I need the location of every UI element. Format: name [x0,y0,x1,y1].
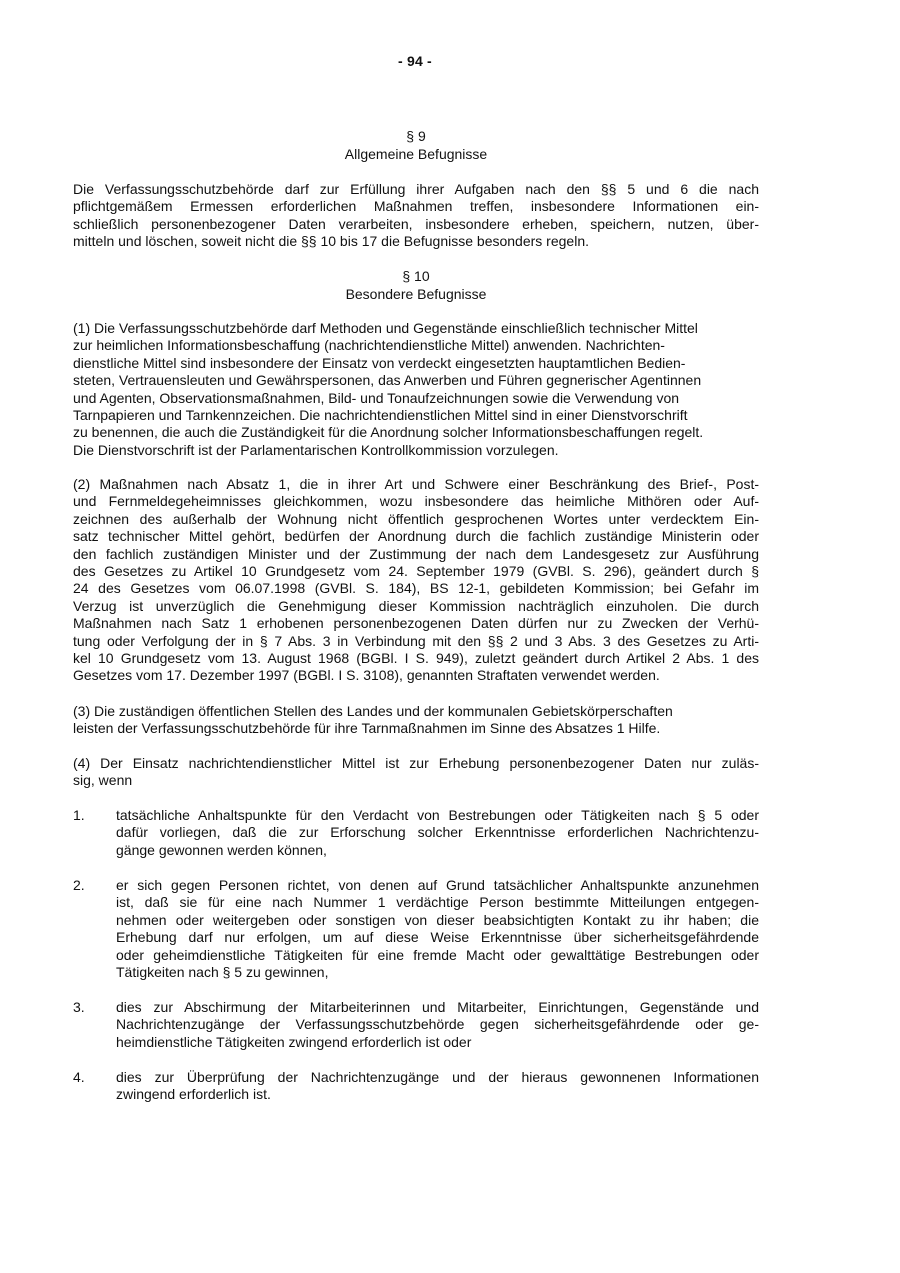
text-line: Erhebung darf nur erfolgen, um auf diese Weise Erkenntnisse über sicherheitsgefährdende [116,929,759,946]
text-line: kel 10 Grundgesetz vom 13. August 1968 (BGBl. I S. 949), zuletzt geändert durch Artikel 2 Abs. 1 des [73,649,759,666]
text-line: oder geheimdienstliche Tätigkeiten für eine fremde Macht oder gewalttätige Bestrebungen oder [116,946,759,963]
text-line: dafür vorliegen, daß die zur Erforschung solcher Erkenntnisse erforderlichen Nachrichtenzu- [116,824,759,841]
text-line: tung oder Verfolgung der in § 7 Abs. 3 in Verbindung mit den §§ 2 und 3 Abs. 3 des Gesetzes zu Arti- [73,632,759,649]
text-line: 24 des Gesetzes vom 06.07.1998 (GVBl. S. 184), BS 12-1, gebildeten Kommission; bei Gefahr im [73,580,759,597]
text-line: Maßnahmen nach Satz 1 erhobenen personenbezogenen Daten dürfen nur zu Zwecken der Verhü- [73,615,759,632]
text-line: und Agenten, Observationsmaßnahmen, Bild- und Tonaufzeichnungen sowie die Verwendung von [73,389,680,406]
paragraph-4 [73,755,759,790]
text-line: Gesetzes vom 17. Dezember 1997 (BGBl. I S. 3108), genannten Straftaten verwendet werden. [73,667,660,684]
list-number: 3. [73,999,85,1015]
text-line: und Fernmeldegeheimnisses gleichkommen, wozu insbesondere das heimliche Mithören oder Auf- [73,493,759,510]
text-line: mitteln und löschen, soweit nicht die §§ 10 bis 17 die Befugnisse besonders regeln. [73,233,589,250]
text-line: (3) Die zuständigen öffentlichen Stellen des Landes und der kommunalen Gebietskörperschaften [73,703,673,719]
text-line: Tarnpapieren und Tarnkennzeichen. Die nachrichtendienstlichen Mittel sind in einer Dienstvorschrift [73,406,688,423]
text-line: gänge gewonnen werden können, [116,841,327,858]
text-line: dies zur Abschirmung der Mitarbeiterinnen und Mitarbeiter, Einrichtungen, Gegenstände und [116,999,759,1015]
paragraph-2 [73,476,759,685]
text-line: zeichnen des außerhalb der Wohnung nicht öffentlich gesprochenen Wortes unter verdecktem Ein- [73,510,759,527]
section-title: Besondere Befugnisse [345,285,487,302]
text-line: leisten der Verfassungsschutzbehörde für ihre Tarnmaßnahmen im Sinne des Absatzes 1 Hilfe. [73,720,661,737]
text-line: des Gesetzes zu Artikel 10 Grundgesetz vom 24. September 1979 (GVBl. S. 296), geändert durch § [73,562,759,579]
section-title: Allgemeine Befugnisse [344,145,488,162]
text-line: er sich gegen Personen richtet, von denen auf Grund tatsächlicher Anhaltspunkte anzunehmen [116,877,759,893]
list-number: 1. [73,807,85,823]
text-line: dies zur Überprüfung der Nachrichtenzugänge und der hieraus gewonnenen Informationen [116,1069,759,1085]
page-number: - 94 - [398,53,432,69]
paragraph-1 [73,320,759,459]
text-line: Die Dienstvorschrift ist der Parlamentarischen Kontrollkommission vorzulegen. [73,441,559,458]
text-line: zwingend erforderlich ist. [116,1086,271,1103]
text-line: ist, daß sie für eine nach Nummer 1 verdächtige Person bestimmte Mitteilungen entgegen- [116,894,759,911]
text-line: schließlich personenbezogener Daten verarbeiten, insbesondere erheben, speichern, nutzen, über- [73,215,759,232]
section-9-heading [73,128,759,163]
text-line: satz technischer Mittel gehört, bedürfen der Anordnung durch die fachlich zuständige Ministerin oder [73,528,759,545]
text-line: Tätigkeiten nach § 5 zu gewinnen, [116,963,329,980]
text-line: sig, wenn [73,772,133,789]
text-line: tatsächliche Anhaltspunkte für den Verdacht von Bestrebungen oder Tätigkeiten nach § 5 oder [116,807,759,823]
text-line: Verzug ist unverzüglich die Genehmigung dieser Kommission nachträglich einzuholen. Die durch [73,597,759,614]
list-number: 4. [73,1069,85,1085]
paragraph-3 [73,703,759,738]
text-line: den fachlich zuständigen Minister und der Zustimmung der nach dem Landesgesetz zur Ausführung [73,545,759,562]
text-line: zur heimlichen Informationsbeschaffung (nachrichtendienstliche Mittel) anwenden. Nachrichten- [73,337,665,354]
section-symbol: § 9 [406,128,426,144]
text-line: steten, Vertrauensleuten und Gewährspersonen, das Anwerben und Führen gegnerischer Agentinnen [73,372,702,389]
text-line: zu benennen, die auch die Zuständigkeit für die Anordnung solcher Informationsbeschaffungen regelt. [73,424,704,441]
text-line: nehmen oder weitergeben oder sonstigen von dieser beabsichtigten Kontakt zu ihr haben; die [116,911,759,928]
text-line: (2) Maßnahmen nach Absatz 1, die in ihrer Art und Schwere einer Beschränkung des Brief-, Post- [73,476,759,492]
text-line: heimdienstliche Tätigkeiten zwingend erforderlich ist oder [116,1033,472,1050]
text-line: (1) Die Verfassungsschutzbehörde darf Methoden und Gegenstände einschließlich technischer Mittel [73,320,698,336]
text-line: pflichtgemäßem Ermessen erforderlichen Maßnahmen treffen, insbesondere Informationen ein- [73,198,759,215]
section-9-paragraph [73,181,759,251]
section-symbol: § 10 [402,268,430,284]
text-line: (4) Der Einsatz nachrichtendienstlicher Mittel ist zur Erhebung personenbezogener Daten nur zuläs- [73,755,759,771]
section-10-heading [73,268,759,303]
text-line: Nachrichtenzugänge der Verfassungsschutzbehörde gegen sicherheitsgefährdende oder ge- [116,1016,759,1033]
text-line: Die Verfassungsschutzbehörde darf zur Erfüllung ihrer Aufgaben nach den §§ 5 und 6 die nach [73,181,759,197]
text-line: dienstliche Mittel sind insbesondere der Einsatz von verdeckt eingesetzten hauptamtlichen Bedien- [73,354,686,371]
list-number: 2. [73,877,85,893]
